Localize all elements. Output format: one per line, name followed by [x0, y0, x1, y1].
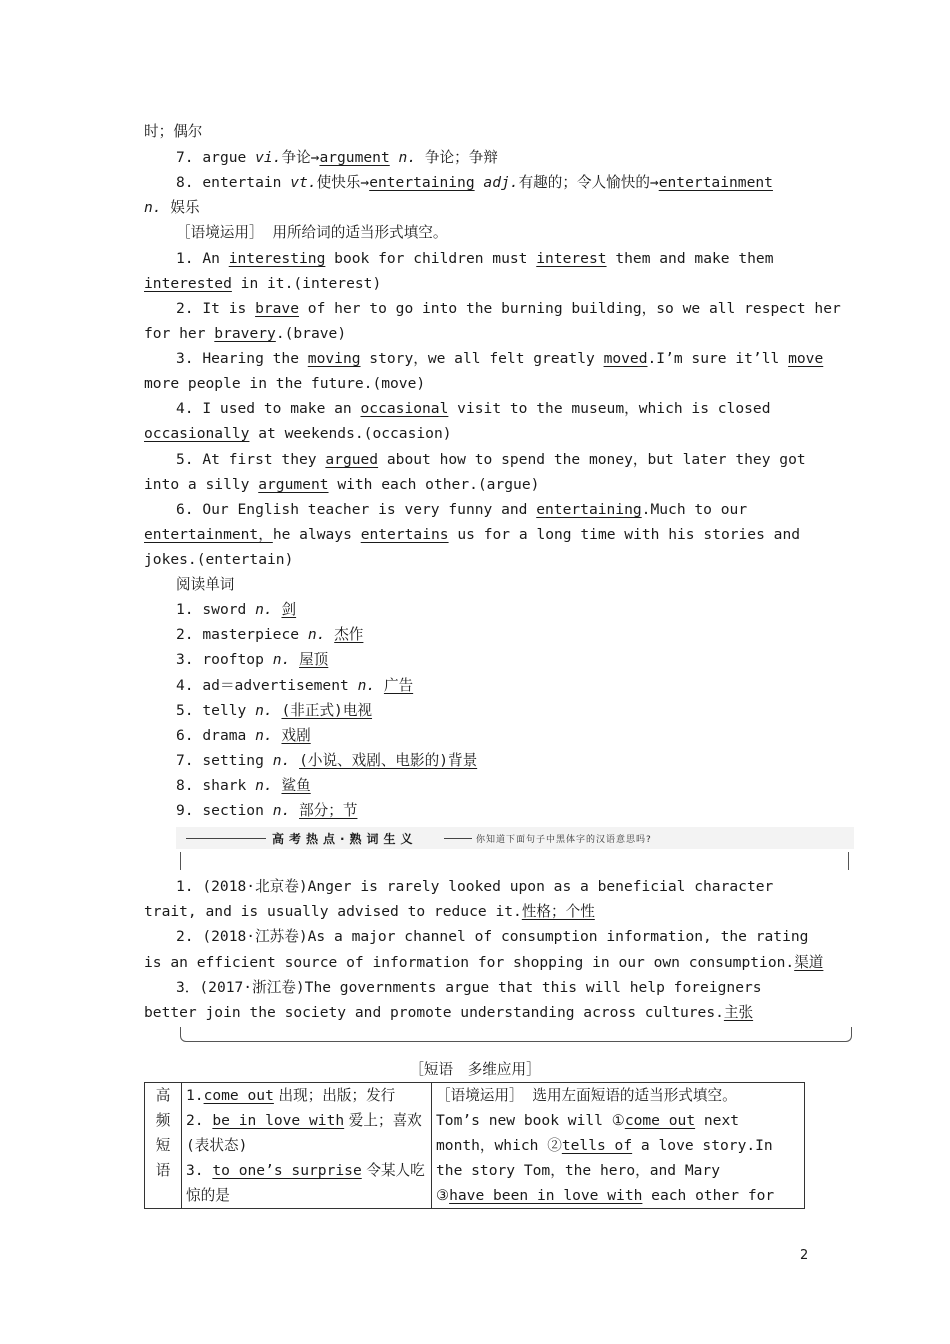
exercise-6-cont2: jokes.(entertain): [144, 551, 294, 568]
hot-words-bottom-bracket: [180, 1027, 852, 1042]
phrase-exercise-line-2: month，which ②tells of a love story.In: [436, 1137, 773, 1154]
hot-word-example-3: 3．(2017·浙江卷)The governments argue that this will help foreigners: [176, 979, 762, 996]
answer-blank: entertainment: [658, 174, 773, 191]
exercise-1-cont: interested in it.(interest): [144, 275, 382, 292]
hot-word-example-1: 1. (2018·北京卷)Anger is rarely looked upon as a beneficial character: [176, 878, 774, 895]
reading-word-6: 6. drama n. 戏剧: [176, 727, 311, 744]
reading-word-9: 9. section n. 部分；节: [176, 802, 358, 819]
exercise-2: 2. It is brave of her to go into the burning building，so we all respect her: [176, 300, 841, 317]
page-number: 2: [800, 1248, 809, 1263]
phrase-exercise: [432, 1083, 805, 1209]
hot-word-example-1-cont: trait, and is usually advised to reduce it.性格；个性: [144, 903, 595, 920]
reading-word-4: 4. ad＝advertisement n. 广告: [176, 677, 414, 694]
phrase-exercise-line-4: ③have been in love with each other for: [436, 1187, 775, 1204]
phrase-list: [182, 1083, 432, 1209]
hot-word-example-2-cont: is an efficient source of information for shopping in our own consumption.渠道: [144, 954, 824, 971]
phrase-exercise-heading: ［语境运用］ 选用左面短语的适当形式填空。: [436, 1087, 737, 1104]
vocab-item-8-cont: n. 娱乐: [144, 199, 200, 216]
phrase-3-cont: 惊的是: [186, 1187, 230, 1204]
phrase-2: 2. be in love with 爱上；喜欢: [186, 1112, 422, 1129]
reading-word-7: 7. setting n. (小说、戏剧、电影的)背景: [176, 752, 478, 769]
exercise-5-cont: into a silly argument with each other.(argue): [144, 476, 540, 493]
hot-words-title: 高考热点·熟词生义: [272, 832, 418, 846]
reading-word-2: 2. masterpiece n. 杰作: [176, 626, 364, 643]
phrase-3: 3. to one’s surprise 令某人吃: [186, 1162, 425, 1179]
answer-blank: entertaining: [369, 174, 475, 191]
exercise-6-cont: entertainment，he always entertains us for a long time with his stories and: [144, 526, 801, 543]
phrases-table: [144, 1082, 805, 1209]
vocab-continuation: 时；偶尔: [144, 123, 203, 140]
vocab-item-7: 7. argue vi.争论→argument n. 争论；争辩: [176, 149, 498, 166]
context-use-heading: ［语境运用］ 用所给词的适当形式填空。: [176, 224, 448, 241]
hot-words-header: [176, 827, 854, 873]
answer-blank: argument: [319, 149, 390, 166]
exercise-5: 5. At first they argued about how to spend the money，but later they got: [176, 451, 806, 468]
phrases-section-title: ［短语 多维应用］: [409, 1061, 541, 1078]
vocab-item-8: 8. entertain vt.使快乐→entertaining adj.有趣的；令人愉快的→entertainment: [176, 174, 773, 191]
exercise-4: 4. I used to make an occasional visit to the museum，which is closed: [176, 400, 771, 417]
exercise-2-cont: for her bravery.(brave): [144, 325, 347, 342]
reading-word-3: 3. rooftop n. 屋顶: [176, 651, 329, 668]
phrase-exercise-line-3: the story Tom，the hero，and Mary: [436, 1162, 720, 1179]
vertical-label: 高 频 短 语: [145, 1083, 182, 1209]
phrase-2-note: (表状态): [186, 1137, 248, 1154]
exercise-4-cont: occasionally at weekends.(occasion): [144, 425, 452, 442]
reading-word-1: 1. sword n. 剑: [176, 601, 297, 618]
exercise-3-cont: more people in the future.(move): [144, 375, 426, 392]
hot-word-example-2: 2. (2018·江苏卷)As a major channel of consumption information, the rating: [176, 928, 809, 945]
hot-words-subtitle: 你知道下面句子中黑体字的汉语意思吗?: [476, 835, 652, 845]
reading-words-heading: 阅读单词: [176, 576, 235, 593]
exercise-6: 6. Our English teacher is very funny and entertaining.Much to our: [176, 501, 748, 518]
header-rule-left: [186, 838, 266, 839]
exercise-3: 3. Hearing the moving story，we all felt greatly moved.I’m sure it’ll move: [176, 350, 824, 367]
phrase-exercise-line-1: Tom’s new book will ①come out next: [436, 1112, 740, 1129]
reading-word-5: 5. telly n. (非正式)电视: [176, 702, 373, 719]
bracket-top-right: [848, 852, 849, 870]
reading-word-8: 8. shark n. 鲨鱼: [176, 777, 311, 794]
exercise-1: 1. An interesting book for children must interest them and make them: [176, 250, 774, 267]
hot-word-example-3-cont: better join the society and promote understanding across cultures.主张: [144, 1004, 754, 1021]
header-rule-mid: [444, 838, 472, 839]
phrase-1: 1.come out 出现；出版；发行: [186, 1087, 396, 1104]
bracket-top-left: [180, 852, 181, 870]
